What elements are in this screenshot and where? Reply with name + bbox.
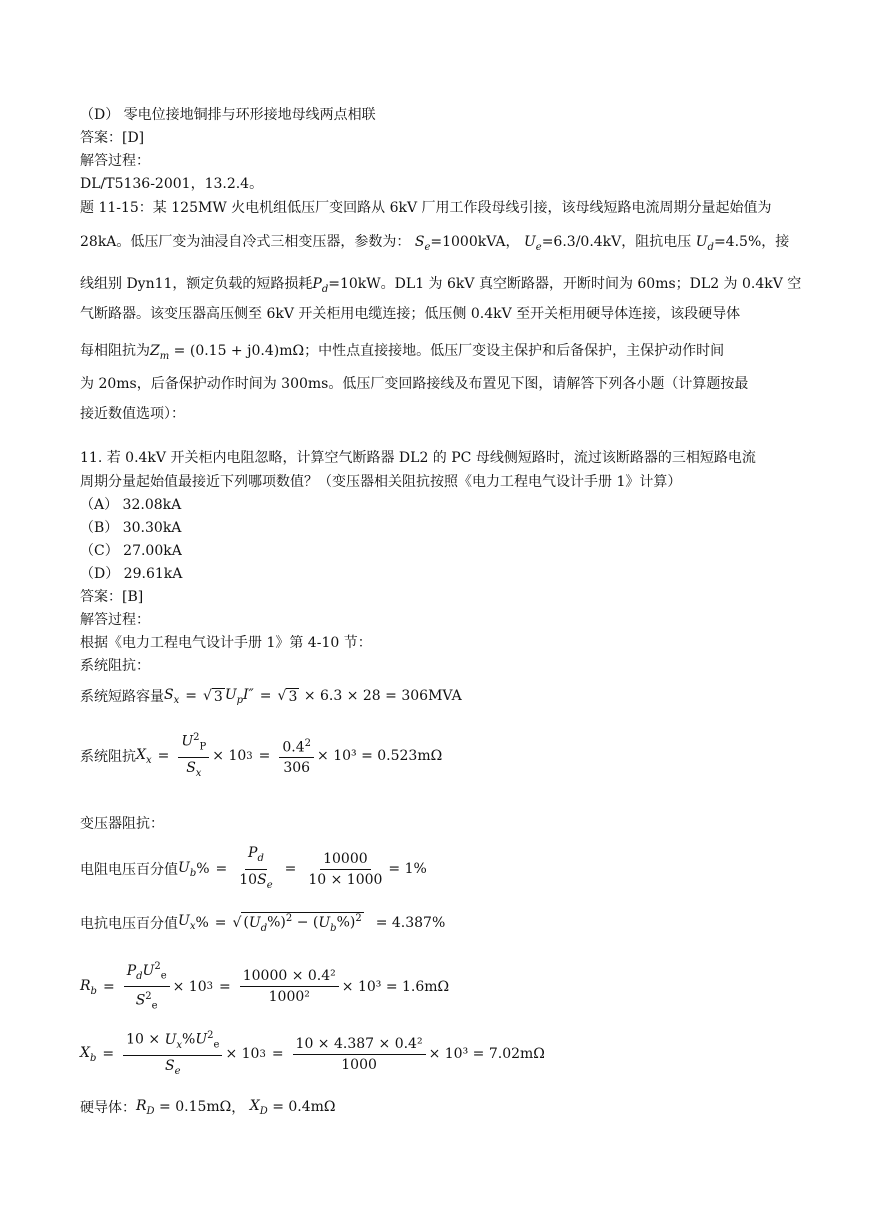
- option-a: （A） 32.08kA: [80, 497, 182, 513]
- option-d: （D） 29.61kA: [80, 566, 183, 582]
- basis-line: 根据《电力工程电气设计手册 1》第 4-10 节：: [80, 635, 372, 651]
- answer-line: 答案：[B]: [80, 589, 144, 605]
- option-d-previous: （D） 零电位接地铜排与环形接地母线两点相联: [80, 107, 376, 123]
- system-impedance-heading: 系统阻抗：: [80, 658, 150, 674]
- question-11-line-2: 周期分量起始值最接近下列哪项数值？（变压器相关阻抗按照《电力工程电气设计手册 1》计算）: [80, 474, 682, 490]
- resistance-voltage-equation: 电阻电压百分值 $U_b$ % = $\frac{P_d}{10S_e}$ = $\frac{10000}{10 \times 1000}$ = 1%: [80, 845, 427, 891]
- option-b: （B） 30.30kA: [80, 520, 182, 536]
- problem-line-3: 线组别 Dyn11，额定负载的短路损耗$P_d=10kW$。DL1 为 6kV 真空断路器，开断时间为 60ms；DL2 为 0.4kV 空: [80, 276, 802, 295]
- problem-line-1: 题 11-15：某 125MW 火电机组低压厂变回路从 6kV 厂用工作段母线引接，该母线短路电流周期分量起始值为: [80, 200, 772, 216]
- problem-line-5: 每相阻抗为$Z_m = (0.15 + j0.4)m\Omega$；中性点直接接地。低压厂变设主保护和后备保护，主保护动作时间: [80, 343, 725, 362]
- transformer-impedance-heading: 变压器阻抗：: [80, 816, 164, 832]
- system-impedance-equation: 系统阻抗 $X_x$ = $\frac{U^2_P}{S_x}$ × 10 3 = $\frac{0.4^2}{306}$ × 10³ = 0.523mΩ: [80, 729, 442, 783]
- reference-line: DL/T5136-2001，13.2.4。: [80, 176, 264, 192]
- problem-line-7: 接近数值选项）：: [80, 406, 185, 422]
- hard-conductor-equation: 硬导体： $R_D$ = 0.15mΩ ， $X_D$ = 0.4mΩ: [80, 1097, 336, 1117]
- problem-line-6: 为 20ms，后备保护动作时间为 300ms。低压厂变回路接线及布置见下图，请解答下列各小题（计算题按最: [80, 376, 749, 392]
- reactance-voltage-equation: 电抗电压百分值 $U_x$ % = √ $(U_d\%)^2 - (U_b\%)^2$ = 4.387%: [80, 913, 446, 934]
- problem-line-2: 28kA。低压厂变为油浸自冷式三相变压器，参数为： $S_e=1000kVA$， $U_e=6.3/0.4kV$，阻抗电压 $U_d=4.5\%$，接: [80, 234, 790, 253]
- answer-previous: 答案：[D]: [80, 130, 145, 146]
- option-c: （C） 27.00kA: [80, 543, 182, 559]
- system-capacity-equation: 系统短路容量 $S_x$ = √ 3 $U_pI''$ = √ 3 × 6.3 × 28 = 306MVA: [80, 686, 462, 706]
- process-label: 解答过程：: [80, 153, 150, 169]
- transformer-reactance-equation: $X_b$ = $\frac{10 \times U_x\%U^2_e}{S_e}$ × 10 3 = $\frac{\text{10 × 4.387 × 0.4²}}{1000}$ × 10³ = 7.02mΩ: [80, 1027, 545, 1081]
- problem-line-4: 气断路器。该变压器高压侧至 6kV 开关柜用电缆连接；低压侧 0.4kV 至开关柜用硬导体连接，该段硬导体: [80, 306, 741, 322]
- transformer-resistance-equation: $R_b$ = $\frac{P_dU^2_e}{S^2_e}$ × 10 3 = $\frac{\text{10000 × 0.4²}}{\text{1000²}}$ × 10³ = 1.6mΩ: [80, 958, 449, 1016]
- question-11-line-1: 11. 若 0.4kV 开关柜内电阻忽略，计算空气断路器 DL2 的 PC 母线侧短路时，流过该断路器的三相短路电流: [80, 450, 756, 466]
- process-label-2: 解答过程：: [80, 612, 150, 628]
